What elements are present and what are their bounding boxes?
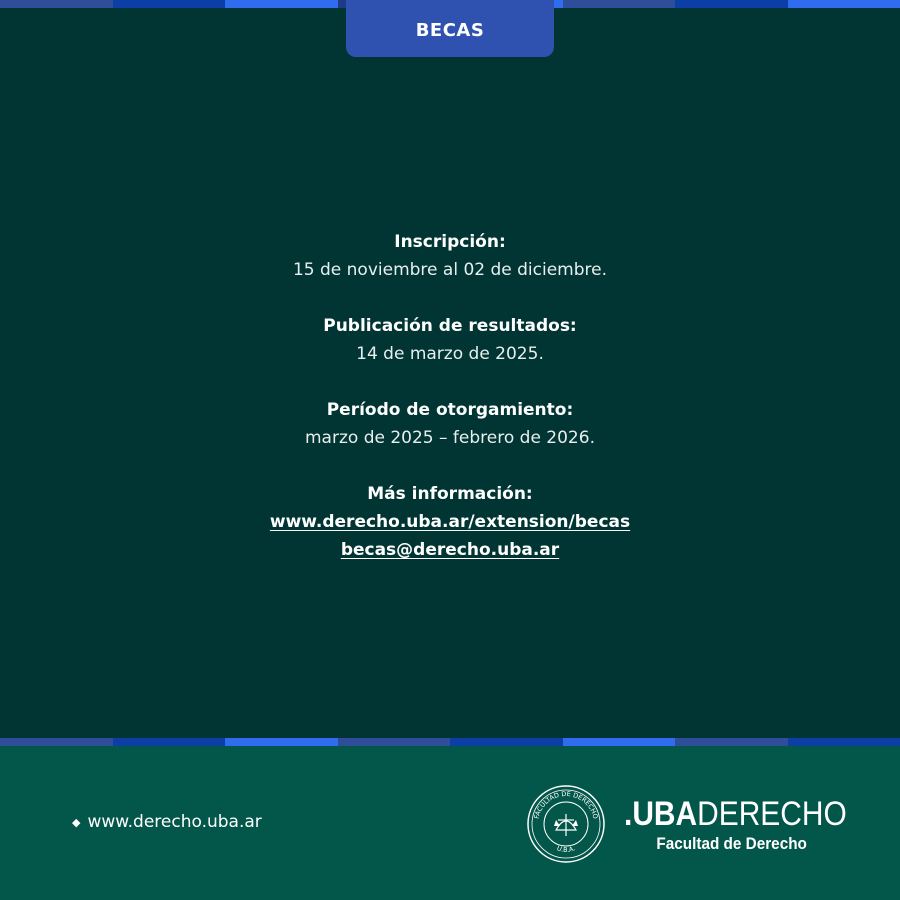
seal-text-top: FACULTAD DE DERECHO: [532, 789, 600, 820]
becas-url-link[interactable]: www.derecho.uba.ar/extension/becas: [269, 512, 631, 532]
logo-derecho: DERECHO: [697, 795, 847, 833]
logo-uba: .UBA: [624, 795, 698, 833]
results-block: [0, 312, 900, 368]
inscription-heading: Inscripción:: [394, 232, 506, 252]
more-info-block: [0, 480, 900, 564]
inscription-value: 15 de noviembre al 02 de diciembre.: [292, 260, 608, 280]
logo-subtitle: Facultad de Derecho: [656, 834, 807, 853]
footer: [0, 746, 900, 900]
bottom-stripe: [0, 738, 900, 746]
period-heading: Período de otorgamiento:: [326, 400, 574, 420]
becas-tab: [346, 0, 554, 57]
uba-derecho-logo: [624, 796, 854, 854]
period-value: marzo de 2025 – febrero de 2026.: [305, 428, 595, 448]
period-block: [0, 396, 900, 452]
more-info-heading: Más información:: [367, 484, 533, 504]
inscription-block: [0, 228, 900, 284]
tab-label: BECAS: [415, 20, 485, 41]
faculty-seal-icon: [526, 784, 606, 864]
footer-website[interactable]: [72, 812, 262, 832]
footer-website-text: www.derecho.uba.ar: [87, 812, 262, 832]
becas-email-link[interactable]: becas@derecho.uba.ar: [340, 540, 560, 560]
info-content: [0, 228, 900, 592]
results-heading: Publicación de resultados:: [323, 316, 577, 336]
results-value: 14 de marzo de 2025.: [356, 344, 544, 364]
diamond-icon: ◆: [72, 815, 81, 829]
seal-text-bottom: U.B.A.: [555, 844, 577, 855]
